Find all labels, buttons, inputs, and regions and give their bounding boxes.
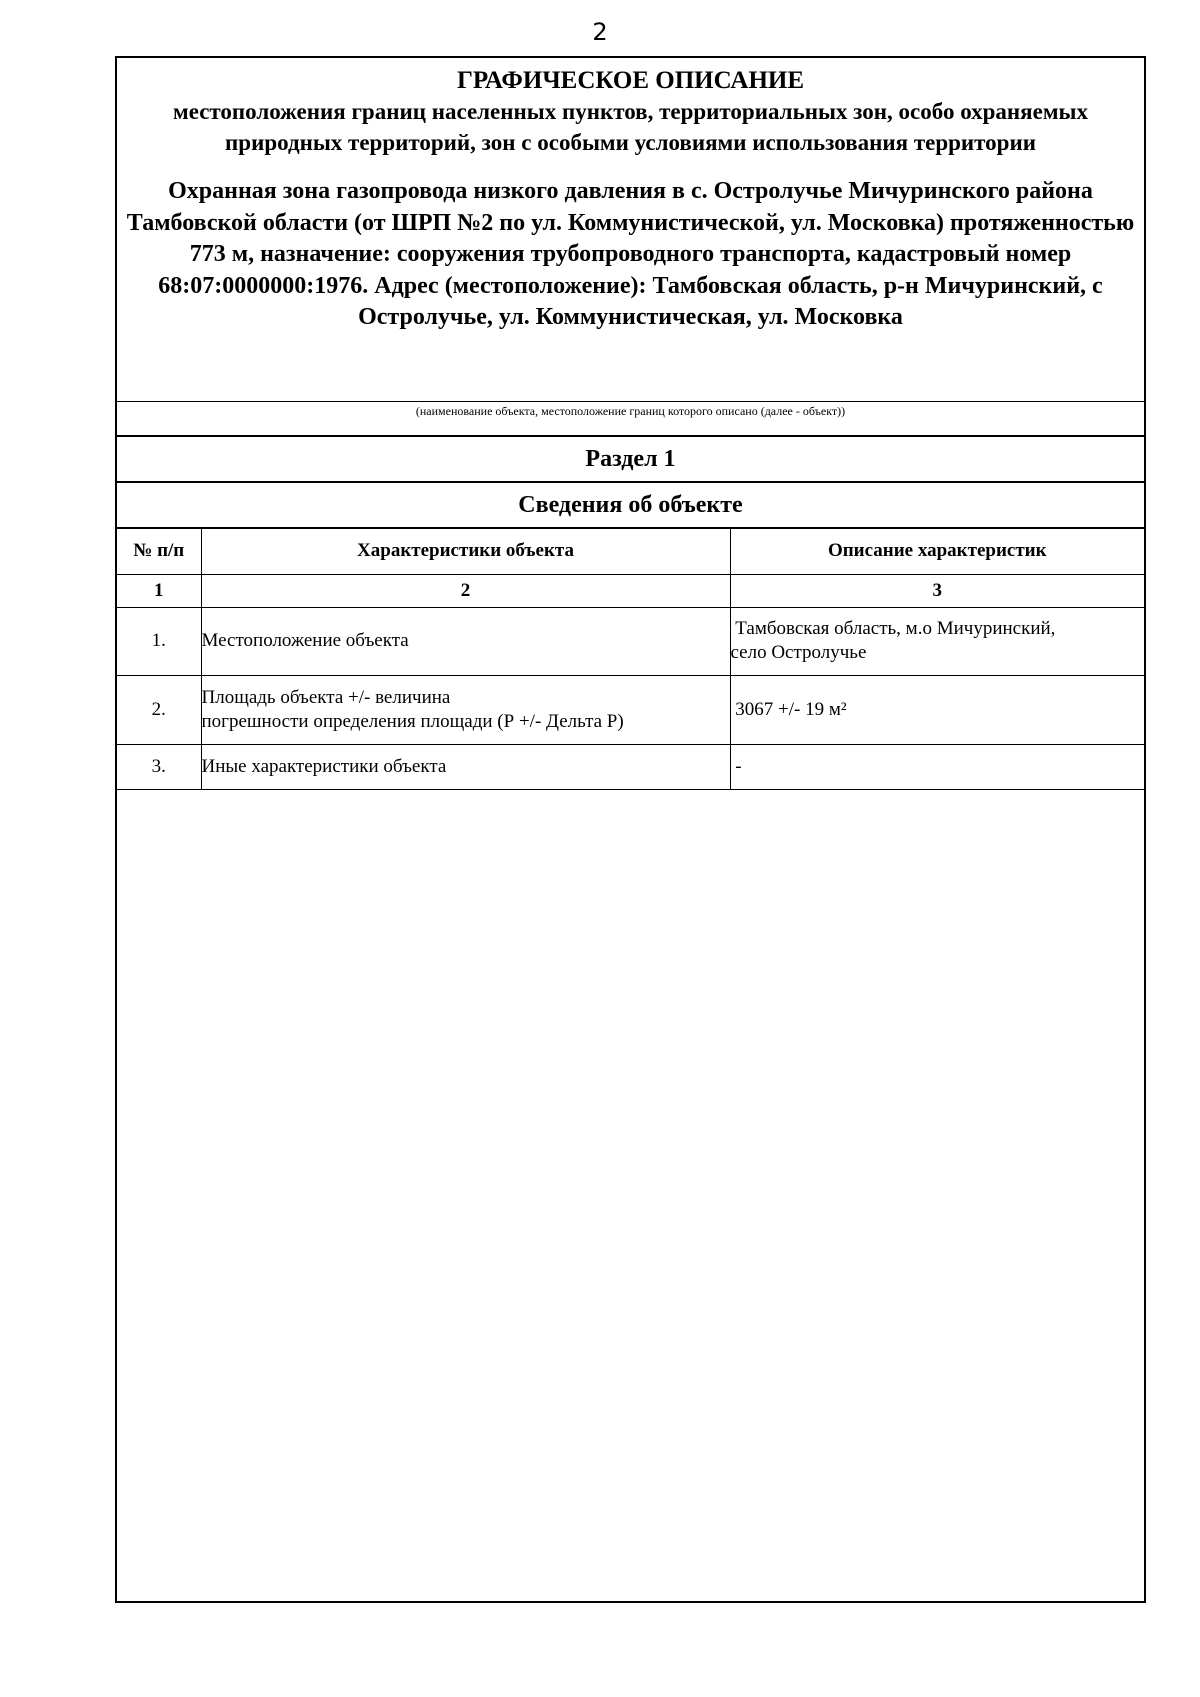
row-number: 2. [117, 675, 201, 744]
row-number: 1. [117, 607, 201, 675]
object-info-table [117, 529, 1144, 790]
row-characteristic: Местоположение объекта [201, 607, 730, 675]
table-index-row [117, 574, 1144, 607]
object-name: Охранная зона газопровода низкого давления в с. Остролучье Мичуринского района Тамбовской области (от ШРП №2 по ул. Коммунистической, ул. Московка) протяженностью 773 м, назначение: сооружения трубопроводного транспорта, кадастровый номер 68:07:0000000:1976. Адрес (местоположение): Тамбовская область, р-н Мичуринский, с Остролучье, ул. Коммунистическая, ул. Московка [126, 178, 1135, 330]
index-col-3: 3 [730, 574, 1144, 607]
row-description: - [730, 744, 1144, 789]
header-number: № п/п [117, 529, 201, 574]
document-frame [115, 56, 1146, 1603]
section-title: Сведения об объекте [117, 483, 1144, 529]
row-number: 3. [117, 744, 201, 789]
row-characteristic: Иные характеристики объекта [201, 744, 730, 789]
section-number: Раздел 1 [117, 437, 1144, 483]
table-row [117, 675, 1144, 744]
document-title: ГРАФИЧЕСКОЕ ОПИСАНИЕ [456, 67, 805, 94]
header-characteristic: Характеристики объекта [201, 529, 730, 574]
table-header-row [117, 529, 1144, 574]
header-description: Описание характеристик [730, 529, 1144, 574]
row-description: Тамбовская область, м.о Мичуринский, село Остролучье [730, 607, 1144, 675]
table-row [117, 744, 1144, 789]
index-col-2: 2 [201, 574, 730, 607]
table-row [117, 607, 1144, 675]
row-characteristic: Площадь объекта +/- величина погрешности определения площади (Р +/- Дельта Р) [201, 675, 730, 744]
page-number: 2 [592, 18, 608, 46]
row-description: 3067 +/- 19 м² [730, 675, 1144, 744]
document-header [117, 58, 1144, 402]
index-col-1: 1 [117, 574, 201, 607]
object-caption: (наименование объекта, местоположение границ которого описано (далее - объект)) [117, 402, 1144, 437]
document-subtitle: местоположения границ населенных пунктов, территориальных зон, особо охраняемых природных территорий, зон с особыми условиями использования территории [173, 99, 1088, 155]
